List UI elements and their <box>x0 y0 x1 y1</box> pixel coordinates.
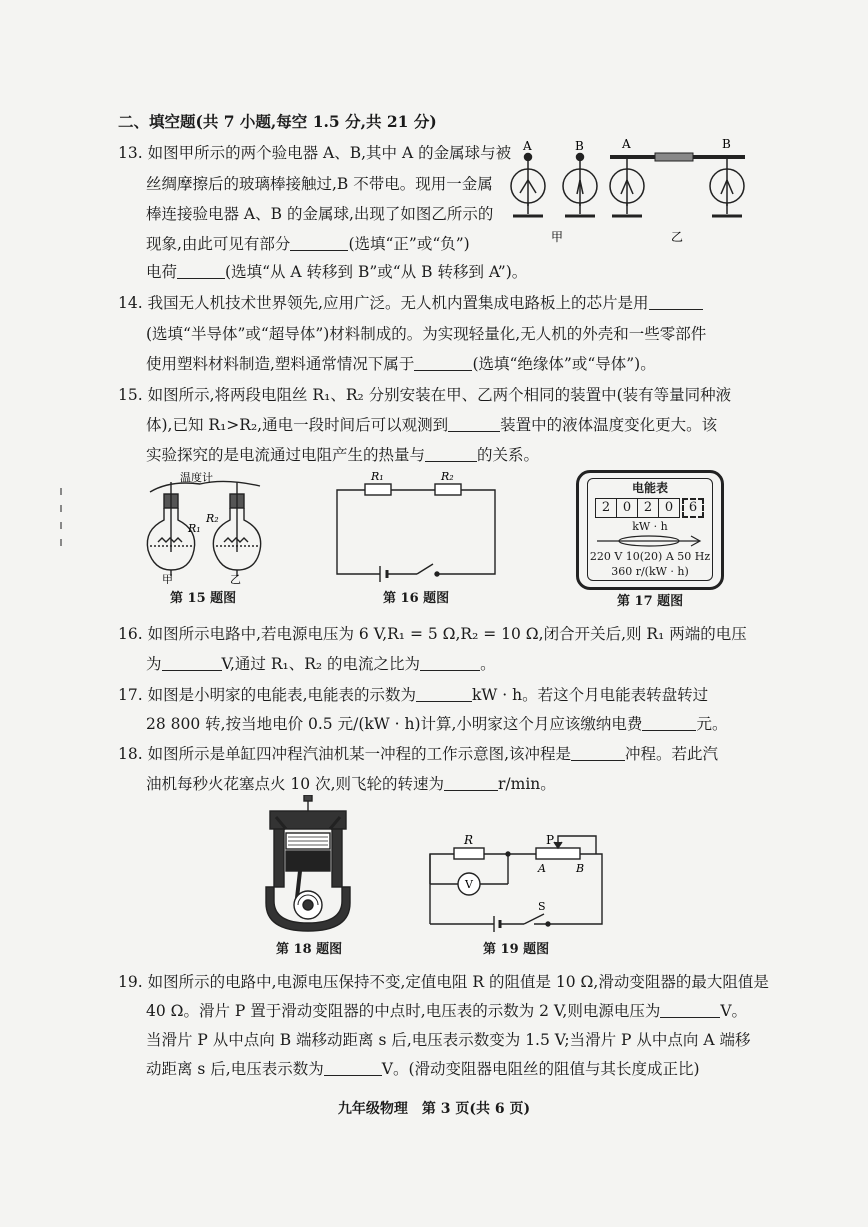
fig16-caption: 第 16 题图 <box>383 591 450 606</box>
q14-answer-blank-1[interactable] <box>649 293 703 310</box>
fig16-r1: R₁ <box>371 470 384 483</box>
q19-text: 40 Ω。滑片 P 置于滑动变阻器的中点时,电压表的示数为 2 V,则电源电压为 <box>146 1002 661 1020</box>
q14-line2: (选填“半导体”或“超导体”)材料制成的。为实现轻量化,无人机的外壳和一些零部件 <box>146 325 707 343</box>
q18-text: 油机每秒火花塞点火 10 次,则飞轮的转速为 <box>146 775 445 793</box>
fig19-circuit <box>424 832 614 932</box>
q17-text: 28 800 转,按当地电价 0.5 元/(kW · h)计算,小明家这个月应该缴纳电费 <box>146 715 643 733</box>
q13-text: (选填“正”或“负”) <box>348 235 470 253</box>
q18-answer-blank-2[interactable] <box>444 774 498 791</box>
meter-digit: 2 <box>638 498 659 518</box>
q16-line1: 16. 如图所示电路中,若电源电压为 6 V,R₁ = 5 Ω,R₂ = 10 Ω,闭合开关后,则 R₁ 两端的电压 <box>118 625 747 643</box>
q15-text: 实验探究的是电流通过电阻产生的热量与 <box>146 446 426 464</box>
q13-label-a2: A <box>622 138 631 151</box>
fig19-p: P <box>546 833 555 847</box>
fig18-caption: 第 18 题图 <box>276 942 343 957</box>
meter-title: 电能表 <box>631 481 668 495</box>
q17-text: kW · h。若这个月电能表转盘转过 <box>472 686 709 704</box>
binding-dash <box>60 505 62 512</box>
q14-text: 14. 我国无人机技术世界领先,应用广泛。无人机内置集成电路板上的芯片是用 <box>118 294 649 312</box>
q14-line3 <box>146 354 786 374</box>
q16-text: V,通过 R₁、R₂ 的电流之比为 <box>221 655 421 673</box>
q16-line2 <box>146 654 786 674</box>
q15-answer-blank-2[interactable] <box>425 445 477 462</box>
q13-label-a: A <box>523 139 532 153</box>
page-footer: 九年级物理 第 3 页(共 6 页) <box>337 1101 531 1117</box>
q15-line3 <box>146 445 786 465</box>
q13-answer-blank-1[interactable] <box>290 234 348 251</box>
fig19-r: R <box>464 833 474 847</box>
q18-text: 18. 如图所示是单缸四冲程汽油机某一冲程的工作示意图,该冲程是 <box>118 745 572 763</box>
q14-text: 使用塑料材料制造,塑料通常情况下属于 <box>146 355 415 373</box>
meter-unit: kW · h <box>632 520 668 533</box>
q18-line1 <box>118 744 758 764</box>
q15-text: 装置中的液体温度变化更大。该 <box>500 416 718 434</box>
q19-answer-blank-2[interactable] <box>324 1059 382 1076</box>
q18-answer-blank-1[interactable] <box>571 744 625 761</box>
q17-answer-blank-2[interactable] <box>642 714 696 731</box>
fig15-yi: 乙 <box>230 573 241 584</box>
q19-line1: 19. 如图所示的电路中,电源电压保持不变,定值电阻 R 的阻值是 10 Ω,滑动变阻器的最大阻值是 <box>118 973 769 991</box>
q18-text: 冲程。若此汽 <box>625 745 719 763</box>
meter-digit-decimal: 6 <box>682 498 704 518</box>
q14-text: (选填“绝缘体”或“导体”)。 <box>472 355 656 373</box>
q19-text: V。(滑动变阻器电阻丝的阻值与其长度成正比) <box>381 1060 700 1078</box>
fig15-thermometer-label: 温度计 <box>180 472 213 484</box>
q13-line2: 丝绸摩擦后的玻璃棒接触过,B 不带电。现用一金属 <box>146 175 493 193</box>
q14-line1 <box>118 293 758 313</box>
q19-text: V。 <box>720 1002 748 1020</box>
meter-digit: 0 <box>617 498 638 518</box>
q19-line3: 当滑片 P 从中点向 B 端移动距离 s 后,电压表示数变为 1.5 V;当滑片 P 从中点向 A 端移 <box>146 1031 751 1049</box>
q16-text: 为 <box>146 655 162 673</box>
fig19-b: B <box>576 862 585 875</box>
q13-text: (选填“从 A 转移到 B”或“从 B 转移到 A”)。 <box>225 263 528 281</box>
binding-dash <box>60 522 62 529</box>
q16-answer-blank-2[interactable] <box>420 654 480 671</box>
fig16-r2: R₂ <box>441 470 454 483</box>
meter-digit: 0 <box>659 498 680 518</box>
q16-answer-blank-1[interactable] <box>162 654 222 671</box>
q19-answer-blank-1[interactable] <box>660 1001 720 1018</box>
meter-spec-1: 220 V 10(20) A 50 Hz <box>589 550 711 563</box>
meter-digits <box>595 498 704 518</box>
q13-text: 现象,由此可见有部分 <box>146 235 291 253</box>
q13-caption-jia: 甲 <box>551 230 564 244</box>
q13-answer-blank-2[interactable] <box>177 262 225 279</box>
meter-spec-2: 360 r/(kW · h) <box>611 565 689 578</box>
fig16-circuit <box>325 470 500 582</box>
fig15-flasks <box>140 472 280 584</box>
q17-line2 <box>146 714 786 734</box>
q18-text: r/min。 <box>498 775 556 793</box>
fig19-voltmeter: V <box>465 878 473 891</box>
q13-line1: 13. 如图甲所示的两个验电器 A、B,其中 A 的金属球与被 <box>118 144 512 162</box>
q15-text: 的关系。 <box>477 446 540 464</box>
fig15-jia: 甲 <box>162 573 173 584</box>
q16-text: 。 <box>480 655 496 673</box>
binding-dash <box>60 539 62 546</box>
q19-line4 <box>146 1059 786 1079</box>
section-title: 二、填空题(共 7 小题,每空 1.5 分,共 21 分) <box>118 112 437 131</box>
q13-line5 <box>146 262 786 282</box>
fig17-electric-meter <box>576 470 724 590</box>
q19-text: 动距离 s 后,电压表示数为 <box>146 1060 324 1078</box>
q13-caption-yi: 乙 <box>671 230 684 244</box>
q15-line2 <box>146 415 786 435</box>
q13-label-b2: B <box>722 138 731 151</box>
q17-text: 17. 如图是小明家的电能表,电能表的示数为 <box>118 686 417 704</box>
q13-electroscope-figure <box>505 138 767 250</box>
q13-line4 <box>146 234 516 254</box>
fig18-engine <box>258 795 358 933</box>
fig19-a: A <box>538 862 546 875</box>
fig17-caption: 第 17 题图 <box>617 594 684 609</box>
q17-text: 元。 <box>696 715 728 733</box>
q13-line3: 棒连接验电器 A、B 的金属球,出现了如图乙所示的 <box>146 205 494 223</box>
q13-text: 电荷 <box>146 263 178 281</box>
fig15-caption: 第 15 题图 <box>170 591 237 606</box>
meter-disc-arrow <box>595 533 705 549</box>
fig15-r1: R₁ <box>188 522 201 535</box>
q17-answer-blank-1[interactable] <box>416 685 472 702</box>
fig19-caption: 第 19 题图 <box>483 942 550 957</box>
q15-answer-blank-1[interactable] <box>448 415 500 432</box>
q18-line2 <box>146 774 786 794</box>
q17-line1 <box>118 685 758 705</box>
q14-answer-blank-2[interactable] <box>414 354 472 371</box>
binding-dash <box>60 488 62 495</box>
q13-label-b: B <box>575 139 584 153</box>
q15-line1: 15. 如图所示,将两段电阻丝 R₁、R₂ 分别安装在甲、乙两个相同的装置中(装有等量同种液 <box>118 386 732 404</box>
q19-line2 <box>146 1001 786 1021</box>
fig19-switch: S <box>538 900 546 913</box>
fig15-r2: R₂ <box>206 512 219 525</box>
meter-digit: 2 <box>595 498 617 518</box>
q15-text: 体),已知 R₁>R₂,通电一段时间后可以观测到 <box>146 416 449 434</box>
